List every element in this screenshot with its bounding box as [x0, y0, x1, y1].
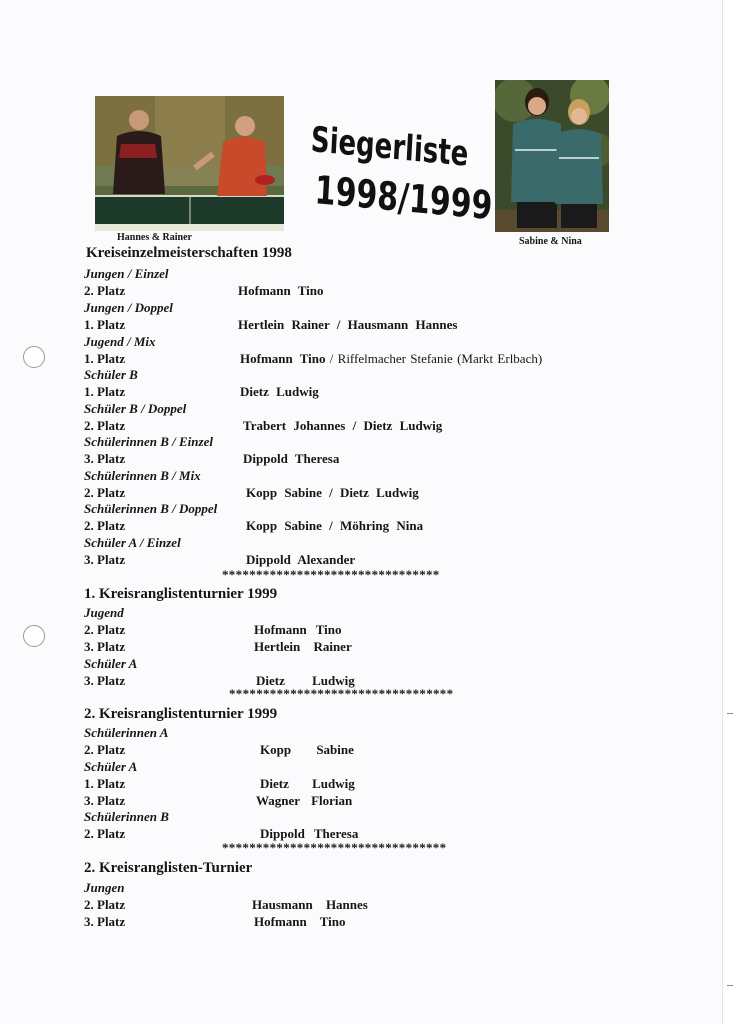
player-name: Kopp Sabine — [260, 742, 354, 757]
section-heading: 2. Kreisranglisten-Turnier — [84, 860, 253, 876]
category-label: Schüler A / Einzel — [84, 535, 181, 550]
category-label: Schülerinnen B / Doppel — [84, 501, 218, 516]
page-edge — [722, 0, 744, 1024]
place-label: 3. Platz — [84, 639, 126, 654]
place-label: 2. Platz — [84, 518, 126, 533]
place-label: 2. Platz — [84, 283, 126, 298]
title-siegerliste: Siegerliste — [309, 120, 470, 176]
punch-hole-bottom — [23, 625, 45, 647]
title-season: 1998/1999 — [313, 168, 494, 230]
category-label: Jugend — [84, 605, 124, 620]
category-label: Schülerinnen B / Einzel — [84, 434, 213, 449]
category-label: Jungen — [84, 880, 125, 895]
separator-stars: ********************************* — [222, 840, 447, 855]
place-label: 2. Platz — [84, 826, 126, 841]
result-row — [84, 282, 324, 299]
result-row — [84, 896, 368, 913]
result-row — [84, 417, 443, 434]
result-row — [84, 316, 458, 333]
place-label: 3. Platz — [84, 673, 126, 688]
section-heading: Kreiseinzelmeisterschaften 1998 — [86, 245, 292, 261]
result-row — [84, 775, 355, 792]
place-label: 3. Platz — [84, 793, 126, 808]
photo-hannes-rainer — [95, 96, 284, 231]
place-label: 2. Platz — [84, 485, 126, 500]
separator-stars: ******************************** — [222, 567, 440, 582]
category-label: Jungen / Doppel — [84, 300, 173, 315]
category-label: Jugend / Mix — [84, 334, 156, 349]
result-row — [84, 450, 340, 467]
place-label: 2. Platz — [84, 418, 126, 433]
player-name: Wagner Florian — [256, 793, 353, 808]
place-label: 2. Platz — [84, 897, 126, 912]
player-name: Dippold Theresa — [260, 826, 359, 841]
player-name: Kopp Sabine / Dietz Ludwig — [246, 485, 419, 500]
player-name: Dietz Ludwig — [260, 776, 355, 791]
photo-caption-right: Sabine & Nina — [519, 236, 582, 247]
player-name: Hertlein Rainer / Hausmann Hannes — [238, 317, 458, 332]
punch-hole-top — [23, 346, 45, 368]
place-label: 3. Platz — [84, 451, 126, 466]
result-row — [84, 484, 419, 501]
player-name: Hausmann Hannes — [252, 897, 368, 912]
result-row — [84, 517, 424, 534]
photo-caption-left: Hannes & Rainer — [117, 232, 192, 243]
player-name-partner: / Riffelmacher Stefanie (Markt Erlbach) — [325, 351, 543, 366]
result-row — [84, 350, 543, 367]
category-label: Jungen / Einzel — [84, 266, 169, 281]
category-label: Schüler B / Doppel — [84, 401, 187, 416]
player-name: Hofmann Tino — [254, 622, 342, 637]
place-label: 2. Platz — [84, 622, 126, 637]
result-row — [84, 621, 342, 638]
player-name: Hofmann Tino — [240, 351, 326, 366]
result-row — [84, 741, 354, 758]
category-label: Schülerinnen B / Mix — [84, 468, 201, 483]
photo-sabine-nina — [495, 80, 609, 232]
edge-mark — [727, 985, 733, 986]
player-name: Hofmann Tino — [238, 283, 324, 298]
section-heading: 2. Kreisranglistenturnier 1999 — [84, 706, 278, 722]
player-name: Dippold Theresa — [243, 451, 340, 466]
player-name: Trabert Johannes / Dietz Ludwig — [243, 418, 443, 433]
player-name: Hofmann Tino — [254, 914, 346, 929]
result-row — [84, 383, 319, 400]
player-name: Kopp Sabine / Möhring Nina — [246, 518, 424, 533]
result-row — [84, 913, 346, 930]
place-label: 1. Platz — [84, 317, 126, 332]
category-label: Schüler A — [84, 759, 138, 774]
section-heading: 1. Kreisranglistenturnier 1999 — [84, 586, 278, 602]
place-label: 3. Platz — [84, 552, 126, 567]
result-row — [84, 638, 352, 655]
player-name: Dietz Ludwig — [256, 673, 355, 688]
place-label: 3. Platz — [84, 914, 126, 929]
place-label: 1. Platz — [84, 384, 126, 399]
player-name: Dietz Ludwig — [240, 384, 319, 399]
result-row — [84, 792, 353, 809]
category-label: Schüler B — [84, 367, 138, 382]
edge-mark — [727, 713, 733, 714]
player-name: Dippold Alexander — [246, 552, 356, 567]
separator-stars: ********************************* — [229, 686, 454, 701]
place-label: 1. Platz — [84, 351, 126, 366]
result-row — [84, 672, 355, 689]
player-name: Hertlein Rainer — [254, 639, 352, 654]
result-row — [84, 551, 356, 568]
result-row — [84, 825, 359, 842]
category-label: Schüler A — [84, 656, 138, 671]
place-label: 1. Platz — [84, 776, 126, 791]
place-label: 2. Platz — [84, 742, 126, 757]
category-label: Schülerinnen B — [84, 809, 169, 824]
category-label: Schülerinnen A — [84, 725, 169, 740]
